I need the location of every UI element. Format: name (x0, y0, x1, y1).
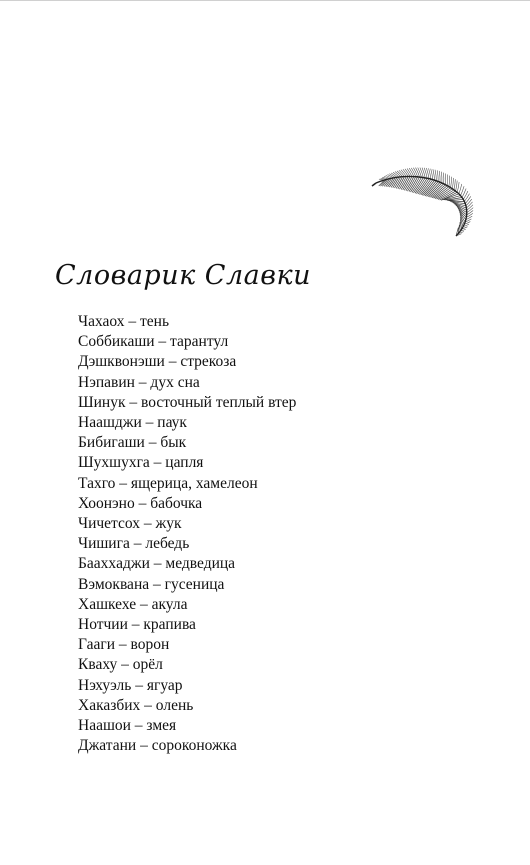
entry-text: Нэхуэль – ягуар (78, 676, 183, 694)
list-item (78, 312, 296, 332)
entry-text: Шухшухга – цапля (78, 454, 204, 472)
list-item (78, 676, 296, 696)
entry-text: Чишига – лебедь (78, 535, 190, 553)
entry-text: Наашджи – паук (78, 414, 187, 432)
entry-text: Дэшквонэши – стрекоза (78, 353, 237, 371)
list-item (78, 514, 296, 534)
feather-icon (370, 156, 482, 246)
list-item (78, 696, 296, 716)
list-item (78, 413, 296, 433)
entry-text: Тахго – ящерица, хамелеон (78, 474, 258, 492)
list-item (78, 494, 296, 514)
entry-text: Хоонэно – бабочка (78, 494, 203, 512)
list-item (78, 736, 296, 756)
glossary-list (78, 312, 296, 756)
entry-text: Кваху – орёл (78, 656, 163, 674)
list-item (78, 716, 296, 736)
entry-text: Шинук – восточный теплый втер (78, 393, 297, 411)
list-item (78, 433, 296, 453)
list-item (78, 474, 296, 494)
list-item (78, 332, 296, 352)
list-item (78, 453, 296, 473)
entry-text: Вэмоквана – гусеница (78, 575, 225, 593)
entry-text: Нотчии – крапива (78, 616, 196, 634)
entry-text: Джатани – сороконожка (78, 737, 237, 755)
list-item (78, 393, 296, 413)
entry-text: Нэпавин – дух сна (78, 373, 200, 391)
entry-text: Наашои – змея (78, 717, 177, 735)
entry-text: Чахаох – тень (78, 313, 170, 330)
list-item (78, 615, 296, 635)
entry-text: Хаказбих – олень (78, 696, 194, 714)
entry-text: Соббикаши – тарантул (78, 333, 229, 351)
entry-text: Бибигаши – бык (78, 434, 187, 452)
page-title: Словарик Славки (55, 260, 311, 291)
entry-text: Хашкехе – акула (78, 595, 188, 613)
list-item (78, 352, 296, 372)
list-item (78, 575, 296, 595)
list-item (78, 373, 296, 393)
list-item (78, 635, 296, 655)
list-item (78, 534, 296, 554)
entry-text: Баахxаджи – медведица (78, 555, 236, 573)
entry-text: Гааги – ворон (78, 636, 170, 654)
list-item (78, 554, 296, 574)
list-item (78, 595, 296, 615)
list-item (78, 655, 296, 675)
entry-text: Чичетсох – жук (78, 515, 182, 533)
